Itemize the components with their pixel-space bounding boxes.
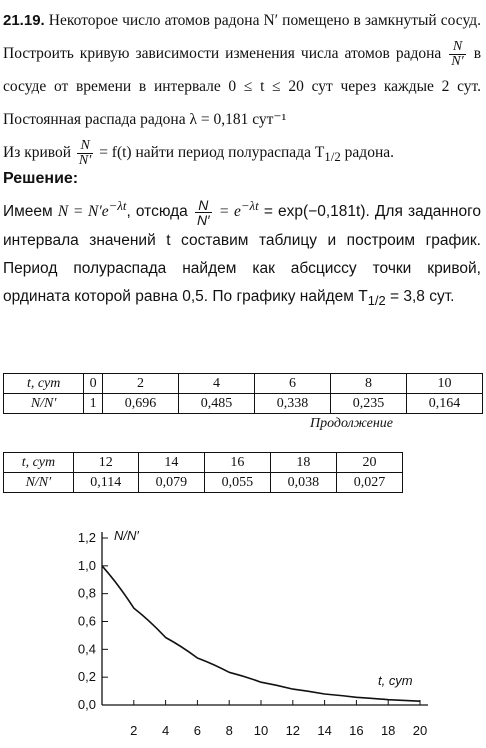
problem-line-2: в сосуде от времени в интервале 0 ≤ t ≤ 20 сут через каждые 2 сут. Постоянная распада радона λ = 0,181 сут⁻¹ [3, 45, 482, 128]
table-cell: 18 [270, 453, 336, 473]
y-tick-label: 1,2 [77, 530, 96, 545]
table-header-ratio: N/N′ [4, 394, 84, 414]
table-cell: 0,027 [336, 473, 402, 493]
formula-ratio-base: = e [218, 203, 241, 221]
problem-line-3a: Из кривой [3, 144, 72, 161]
formula-ratio-exponent: −λt [240, 198, 259, 213]
fraction-solution [195, 198, 212, 227]
x-tick-label: 8 [225, 723, 233, 738]
table-row [4, 453, 403, 473]
table-cell: 0,235 [330, 394, 406, 414]
x-tick-label: 12 [285, 723, 301, 738]
x-tick-label: 14 [317, 723, 332, 738]
x-tick-label: 18 [380, 723, 396, 738]
table-row [4, 473, 403, 493]
problem-line-1: Некоторое число атомов радона N′ помещено в замкнутый сосуд. Построить кривую зависимости изменения числа атомов радона [3, 12, 482, 62]
x-axis-label: t, сут [378, 673, 413, 688]
table-cell: 20 [336, 453, 402, 473]
problem-line-3b: = f(t) найти период полураспада T [99, 144, 325, 161]
solution-s2: , отсюда [126, 203, 188, 221]
y-tick-label: 0,4 [77, 641, 96, 657]
problem-text [3, 4, 481, 173]
table-cell: 0,038 [270, 473, 336, 493]
table-header-t: t, сут [4, 453, 74, 473]
solution-text [3, 192, 481, 315]
continuation-label: Продолжение [310, 416, 393, 431]
data-table-1 [3, 373, 483, 414]
table-cell: 1 [84, 394, 103, 414]
y-tick-label: 0,0 [77, 697, 96, 712]
table-cell: 16 [204, 453, 270, 473]
problem-number: 21.19. [3, 12, 45, 29]
table-cell: 4 [178, 374, 254, 394]
table-header-ratio: N/N′ [4, 473, 74, 493]
y-tick-label: 0,2 [77, 669, 96, 685]
half-life-subscript: 1/2 [324, 149, 341, 165]
table-cell: 0,114 [73, 473, 138, 493]
formula-decay [57, 198, 127, 221]
problem-statement [3, 4, 481, 173]
problem-line-3c: радона. [344, 144, 394, 161]
x-tick-label: 4 [161, 723, 170, 738]
fraction-n-over-n-prime [449, 40, 465, 69]
y-tick-label: 1,0 [77, 557, 96, 573]
solution-s3: Для заданного интервала значений t составим таблицу и построим график. Период полураспада найдем как абсциссу точки кривой, ордината которой равна 0,5. По графику найдем T [3, 203, 482, 305]
table-cell: 0 [84, 374, 103, 394]
table-cell: 0,696 [103, 394, 179, 414]
solution-paragraph [3, 192, 481, 315]
fraction-numerator: N [449, 40, 465, 55]
table-cell: 0,164 [406, 394, 482, 414]
table-cell: 0,485 [178, 394, 254, 414]
table-cell: 0,055 [204, 473, 270, 493]
fraction-numerator-2: N [77, 139, 93, 154]
x-tick-label: 6 [193, 723, 202, 738]
y-tick-label: 0,6 [77, 613, 96, 629]
formula-exp: = exp(−0,181t). [263, 203, 370, 221]
fraction-solution-num: N [195, 198, 212, 213]
table-cell: 0,338 [254, 394, 330, 414]
table-cell: 14 [138, 453, 204, 473]
table-cell: 6 [254, 374, 330, 394]
table-row [4, 394, 483, 414]
table-cell: 2 [103, 374, 179, 394]
table-cell: 0,079 [138, 473, 204, 493]
table-header-t: t, сут [4, 374, 84, 394]
table-cell: 8 [330, 374, 406, 394]
formula-ratio [218, 198, 259, 221]
data-table-2 [3, 452, 403, 493]
x-tick-label: 10 [253, 723, 269, 738]
y-tick-label: 0,8 [77, 585, 96, 601]
fraction-denominator-2: N′ [78, 152, 92, 168]
solution-s4: = 3,8 сут. [389, 287, 455, 305]
formula-decay-exponent: −λt [108, 198, 127, 213]
decay-chart [60, 520, 440, 742]
table-row [4, 374, 483, 394]
y-axis-label: N/N′ [114, 528, 139, 543]
x-tick-label: 16 [349, 723, 364, 738]
x-tick-label: 20 [412, 723, 428, 738]
table-cell: 10 [406, 374, 482, 394]
formula-decay-base: N = N′e [57, 203, 109, 221]
solution-title: Решение: [3, 170, 79, 187]
fraction-solution-den: N′ [196, 211, 210, 228]
table-cell: 12 [73, 453, 138, 473]
solution-half-sub: 1/2 [367, 292, 386, 308]
x-tick-label: 2 [130, 723, 138, 738]
fraction-n-over-n-prime-2 [77, 139, 93, 168]
fraction-denominator: N′ [451, 53, 464, 69]
solution-s1: Имеем [3, 203, 53, 221]
decay-curve [102, 566, 420, 701]
